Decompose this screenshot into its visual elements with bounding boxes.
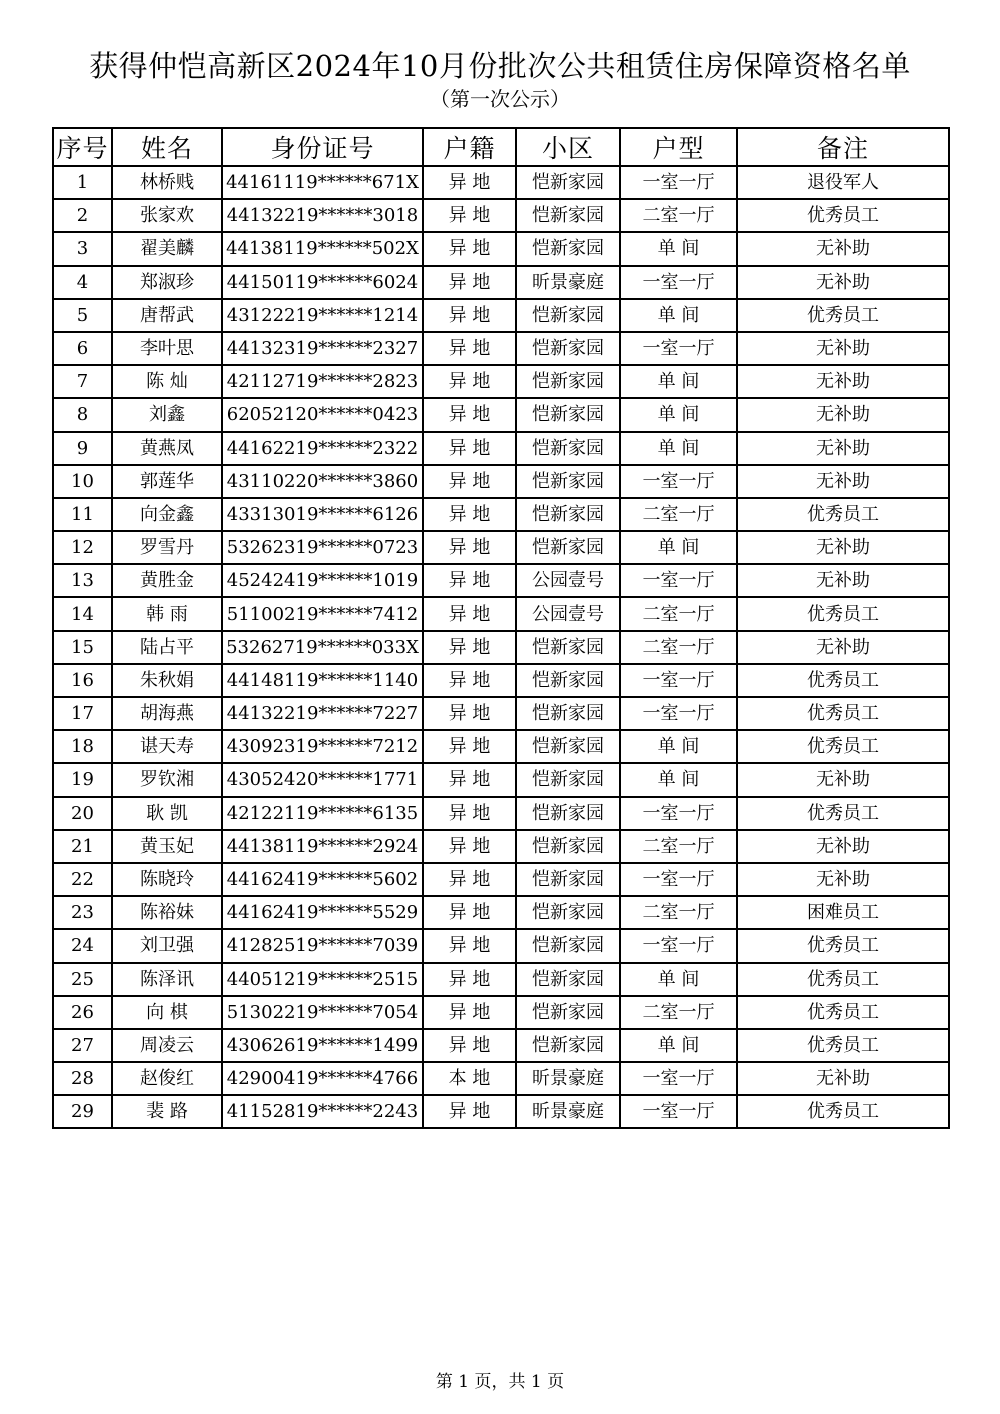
name-cell: 周凌云 [112, 1029, 222, 1062]
residential-estate-cell: 昕景豪庭 [516, 1095, 620, 1128]
residential-estate-cell: 恺新家园 [516, 996, 620, 1029]
table-row [53, 896, 949, 929]
unit-type-cell: 单 间 [620, 531, 737, 564]
household-registration-cell: 异 地 [423, 365, 516, 398]
residential-estate-cell: 恺新家园 [516, 465, 620, 498]
household-registration-cell: 异 地 [423, 232, 516, 265]
household-registration-cell: 异 地 [423, 963, 516, 996]
remarks-cell: 优秀员工 [737, 797, 949, 830]
serial-no-cell: 13 [53, 564, 112, 597]
household-registration-cell: 异 地 [423, 166, 516, 199]
name-cell: 朱秋娟 [112, 664, 222, 697]
unit-type-cell: 一室一厅 [620, 166, 737, 199]
page-footer: 第 1 页，共 1 页 [435, 1372, 565, 1392]
unit-type-cell: 一室一厅 [620, 929, 737, 962]
remarks-cell: 无补助 [737, 830, 949, 863]
id-number-cell: 42900419******4766 [222, 1062, 423, 1095]
residential-estate-cell: 恺新家园 [516, 664, 620, 697]
id-number-cell: 43062619******1499 [222, 1029, 423, 1062]
name-cell: 郑淑珍 [112, 266, 222, 299]
residential-estate-cell: 昕景豪庭 [516, 266, 620, 299]
serial-no-cell: 3 [53, 232, 112, 265]
unit-type-cell: 一室一厅 [620, 1095, 737, 1128]
remarks-cell: 无补助 [737, 631, 949, 664]
id-number-cell: 44150119******6024 [222, 266, 423, 299]
id-number-cell: 62052120******0423 [222, 398, 423, 431]
name-cell: 郭莲华 [112, 465, 222, 498]
residential-estate-cell: 恺新家园 [516, 432, 620, 465]
name-cell: 黄胜金 [112, 564, 222, 597]
household-registration-cell: 异 地 [423, 1095, 516, 1128]
id-number-cell: 53262719******033X [222, 631, 423, 664]
id-number-cell: 42112719******2823 [222, 365, 423, 398]
residential-estate-cell: 恺新家园 [516, 1029, 620, 1062]
household-registration-cell: 异 地 [423, 531, 516, 564]
residential-estate-cell: 恺新家园 [516, 199, 620, 232]
table-row [53, 664, 949, 697]
name-cell: 胡海燕 [112, 697, 222, 730]
residential-estate-cell: 恺新家园 [516, 398, 620, 431]
residential-estate-cell: 恺新家园 [516, 929, 620, 962]
table-row [53, 1029, 949, 1062]
header-unit-type: 户型 [620, 128, 737, 166]
remarks-cell: 退役军人 [737, 166, 949, 199]
unit-type-cell: 二室一厅 [620, 631, 737, 664]
unit-type-cell: 一室一厅 [620, 564, 737, 597]
unit-type-cell: 二室一厅 [620, 498, 737, 531]
header-remarks: 备注 [737, 128, 949, 166]
remarks-cell: 优秀员工 [737, 664, 949, 697]
table-row [53, 929, 949, 962]
table-row [53, 432, 949, 465]
name-cell: 罗钦湘 [112, 763, 222, 796]
unit-type-cell: 一室一厅 [620, 863, 737, 896]
residential-estate-cell: 恺新家园 [516, 963, 620, 996]
serial-no-cell: 20 [53, 797, 112, 830]
household-registration-cell: 异 地 [423, 763, 516, 796]
serial-no-cell: 26 [53, 996, 112, 1029]
household-registration-cell: 异 地 [423, 664, 516, 697]
serial-no-cell: 16 [53, 664, 112, 697]
serial-no-cell: 17 [53, 697, 112, 730]
id-number-cell: 51302219******7054 [222, 996, 423, 1029]
household-registration-cell: 异 地 [423, 863, 516, 896]
household-registration-cell: 异 地 [423, 896, 516, 929]
household-registration-cell: 异 地 [423, 498, 516, 531]
name-cell: 罗雪丹 [112, 531, 222, 564]
document-title: 获得仲恺高新区2024年10月份批次公共租赁住房保障资格名单 [89, 49, 911, 83]
name-cell: 陈晓玲 [112, 863, 222, 896]
household-registration-cell: 本 地 [423, 1062, 516, 1095]
remarks-cell: 无补助 [737, 531, 949, 564]
name-cell: 刘卫强 [112, 929, 222, 962]
name-cell: 赵俊红 [112, 1062, 222, 1095]
serial-no-cell: 18 [53, 730, 112, 763]
table-row [53, 763, 949, 796]
id-number-cell: 51100219******7412 [222, 597, 423, 630]
household-registration-cell: 异 地 [423, 432, 516, 465]
table-row [53, 465, 949, 498]
unit-type-cell: 二室一厅 [620, 896, 737, 929]
remarks-cell: 优秀员工 [737, 498, 949, 531]
unit-type-cell: 单 间 [620, 232, 737, 265]
name-cell: 陈 灿 [112, 365, 222, 398]
remarks-cell: 优秀员工 [737, 199, 949, 232]
remarks-cell: 困难员工 [737, 896, 949, 929]
unit-type-cell: 一室一厅 [620, 332, 737, 365]
serial-no-cell: 21 [53, 830, 112, 863]
household-registration-cell: 异 地 [423, 332, 516, 365]
table-row [53, 996, 949, 1029]
serial-no-cell: 25 [53, 963, 112, 996]
name-cell: 张家欢 [112, 199, 222, 232]
residential-estate-cell: 恺新家园 [516, 763, 620, 796]
remarks-cell: 优秀员工 [737, 1095, 949, 1128]
table-row [53, 797, 949, 830]
household-registration-cell: 异 地 [423, 299, 516, 332]
name-cell: 刘鑫 [112, 398, 222, 431]
table-row [53, 730, 949, 763]
household-registration-cell: 异 地 [423, 631, 516, 664]
residential-estate-cell: 恺新家园 [516, 232, 620, 265]
id-number-cell: 44162419******5529 [222, 896, 423, 929]
serial-no-cell: 7 [53, 365, 112, 398]
table-row [53, 1062, 949, 1095]
unit-type-cell: 二室一厅 [620, 199, 737, 232]
household-registration-cell: 异 地 [423, 465, 516, 498]
table-row [53, 631, 949, 664]
serial-no-cell: 15 [53, 631, 112, 664]
table-row [53, 531, 949, 564]
table-row [53, 266, 949, 299]
remarks-cell: 无补助 [737, 564, 949, 597]
remarks-cell: 优秀员工 [737, 730, 949, 763]
residential-estate-cell: 恺新家园 [516, 830, 620, 863]
remarks-cell: 优秀员工 [737, 996, 949, 1029]
unit-type-cell: 单 间 [620, 398, 737, 431]
remarks-cell: 优秀员工 [737, 1029, 949, 1062]
serial-no-cell: 22 [53, 863, 112, 896]
residential-estate-cell: 昕景豪庭 [516, 1062, 620, 1095]
id-number-cell: 43052420******1771 [222, 763, 423, 796]
table-row [53, 498, 949, 531]
table-row [53, 332, 949, 365]
table-row [53, 166, 949, 199]
unit-type-cell: 一室一厅 [620, 664, 737, 697]
residential-estate-cell: 恺新家园 [516, 730, 620, 763]
residential-estate-cell: 恺新家园 [516, 863, 620, 896]
remarks-cell: 无补助 [737, 863, 949, 896]
remarks-cell: 无补助 [737, 266, 949, 299]
id-number-cell: 43122219******1214 [222, 299, 423, 332]
remarks-cell: 优秀员工 [737, 697, 949, 730]
residential-estate-cell: 公园壹号 [516, 564, 620, 597]
table-row [53, 963, 949, 996]
serial-no-cell: 23 [53, 896, 112, 929]
residential-estate-cell: 恺新家园 [516, 498, 620, 531]
id-number-cell: 44138119******502X [222, 232, 423, 265]
name-cell: 陈裕妹 [112, 896, 222, 929]
table-row [53, 564, 949, 597]
unit-type-cell: 单 间 [620, 299, 737, 332]
residential-estate-cell: 恺新家园 [516, 299, 620, 332]
household-registration-cell: 异 地 [423, 398, 516, 431]
serial-no-cell: 24 [53, 929, 112, 962]
household-registration-cell: 异 地 [423, 730, 516, 763]
serial-no-cell: 1 [53, 166, 112, 199]
table-row [53, 299, 949, 332]
unit-type-cell: 单 间 [620, 763, 737, 796]
id-number-cell: 44162219******2322 [222, 432, 423, 465]
header-name: 姓名 [112, 128, 222, 166]
household-registration-cell: 异 地 [423, 1029, 516, 1062]
name-cell: 谌天寿 [112, 730, 222, 763]
residential-estate-cell: 恺新家园 [516, 697, 620, 730]
table-header-row [53, 128, 949, 166]
name-cell: 翟美麟 [112, 232, 222, 265]
name-cell: 黄燕凤 [112, 432, 222, 465]
header-household-registration: 户籍 [423, 128, 516, 166]
header-id-number: 身份证号 [222, 128, 423, 166]
unit-type-cell: 单 间 [620, 365, 737, 398]
id-number-cell: 53262319******0723 [222, 531, 423, 564]
table-row [53, 365, 949, 398]
name-cell: 耿 凯 [112, 797, 222, 830]
residential-estate-cell: 恺新家园 [516, 531, 620, 564]
residential-estate-cell: 恺新家园 [516, 365, 620, 398]
unit-type-cell: 一室一厅 [620, 1062, 737, 1095]
serial-no-cell: 4 [53, 266, 112, 299]
id-number-cell: 44148119******1140 [222, 664, 423, 697]
id-number-cell: 44138119******2924 [222, 830, 423, 863]
serial-no-cell: 8 [53, 398, 112, 431]
unit-type-cell: 一室一厅 [620, 266, 737, 299]
table-row [53, 597, 949, 630]
remarks-cell: 无补助 [737, 432, 949, 465]
table-row [53, 863, 949, 896]
name-cell: 李叶思 [112, 332, 222, 365]
name-cell: 唐帮武 [112, 299, 222, 332]
household-registration-cell: 异 地 [423, 597, 516, 630]
remarks-cell: 无补助 [737, 1062, 949, 1095]
residential-estate-cell: 公园壹号 [516, 597, 620, 630]
name-cell: 向 棋 [112, 996, 222, 1029]
table-row [53, 398, 949, 431]
household-registration-cell: 异 地 [423, 797, 516, 830]
household-registration-cell: 异 地 [423, 266, 516, 299]
id-number-cell: 45242419******1019 [222, 564, 423, 597]
id-number-cell: 43313019******6126 [222, 498, 423, 531]
id-number-cell: 43110220******3860 [222, 465, 423, 498]
unit-type-cell: 一室一厅 [620, 797, 737, 830]
table-row [53, 232, 949, 265]
serial-no-cell: 11 [53, 498, 112, 531]
household-registration-cell: 异 地 [423, 199, 516, 232]
unit-type-cell: 一室一厅 [620, 697, 737, 730]
name-cell: 陆占平 [112, 631, 222, 664]
unit-type-cell: 单 间 [620, 730, 737, 763]
id-number-cell: 44132219******3018 [222, 199, 423, 232]
unit-type-cell: 二室一厅 [620, 996, 737, 1029]
remarks-cell: 优秀员工 [737, 963, 949, 996]
name-cell: 黄玉妃 [112, 830, 222, 863]
unit-type-cell: 单 间 [620, 963, 737, 996]
table-body [53, 166, 949, 1128]
remarks-cell: 优秀员工 [737, 597, 949, 630]
remarks-cell: 无补助 [737, 465, 949, 498]
header-serial-no: 序号 [53, 128, 112, 166]
id-number-cell: 43092319******7212 [222, 730, 423, 763]
serial-no-cell: 5 [53, 299, 112, 332]
name-cell: 裴 路 [112, 1095, 222, 1128]
remarks-cell: 无补助 [737, 763, 949, 796]
serial-no-cell: 29 [53, 1095, 112, 1128]
id-number-cell: 41282519******7039 [222, 929, 423, 962]
unit-type-cell: 二室一厅 [620, 597, 737, 630]
id-number-cell: 41152819******2243 [222, 1095, 423, 1128]
remarks-cell: 无补助 [737, 232, 949, 265]
table-row [53, 1095, 949, 1128]
header-residential-estate: 小区 [516, 128, 620, 166]
unit-type-cell: 单 间 [620, 432, 737, 465]
serial-no-cell: 6 [53, 332, 112, 365]
remarks-cell: 无补助 [737, 365, 949, 398]
eligibility-table [52, 127, 950, 1129]
residential-estate-cell: 恺新家园 [516, 896, 620, 929]
name-cell: 向金鑫 [112, 498, 222, 531]
id-number-cell: 42122119******6135 [222, 797, 423, 830]
serial-no-cell: 19 [53, 763, 112, 796]
table-row [53, 199, 949, 232]
serial-no-cell: 14 [53, 597, 112, 630]
table-row [53, 697, 949, 730]
serial-no-cell: 27 [53, 1029, 112, 1062]
unit-type-cell: 一室一厅 [620, 465, 737, 498]
remarks-cell: 无补助 [737, 332, 949, 365]
household-registration-cell: 异 地 [423, 929, 516, 962]
serial-no-cell: 12 [53, 531, 112, 564]
residential-estate-cell: 恺新家园 [516, 797, 620, 830]
id-number-cell: 44161119******671X [222, 166, 423, 199]
id-number-cell: 44051219******2515 [222, 963, 423, 996]
serial-no-cell: 28 [53, 1062, 112, 1095]
name-cell: 陈泽讯 [112, 963, 222, 996]
household-registration-cell: 异 地 [423, 564, 516, 597]
unit-type-cell: 二室一厅 [620, 830, 737, 863]
household-registration-cell: 异 地 [423, 697, 516, 730]
serial-no-cell: 9 [53, 432, 112, 465]
serial-no-cell: 10 [53, 465, 112, 498]
unit-type-cell: 单 间 [620, 1029, 737, 1062]
household-registration-cell: 异 地 [423, 996, 516, 1029]
remarks-cell: 无补助 [737, 398, 949, 431]
residential-estate-cell: 恺新家园 [516, 166, 620, 199]
table-row [53, 830, 949, 863]
name-cell: 林桥贱 [112, 166, 222, 199]
remarks-cell: 优秀员工 [737, 299, 949, 332]
serial-no-cell: 2 [53, 199, 112, 232]
residential-estate-cell: 恺新家园 [516, 332, 620, 365]
document-subtitle: （第一次公示） [430, 87, 570, 111]
id-number-cell: 44162419******5602 [222, 863, 423, 896]
name-cell: 韩 雨 [112, 597, 222, 630]
household-registration-cell: 异 地 [423, 830, 516, 863]
remarks-cell: 优秀员工 [737, 929, 949, 962]
id-number-cell: 44132219******7227 [222, 697, 423, 730]
id-number-cell: 44132319******2327 [222, 332, 423, 365]
residential-estate-cell: 恺新家园 [516, 631, 620, 664]
